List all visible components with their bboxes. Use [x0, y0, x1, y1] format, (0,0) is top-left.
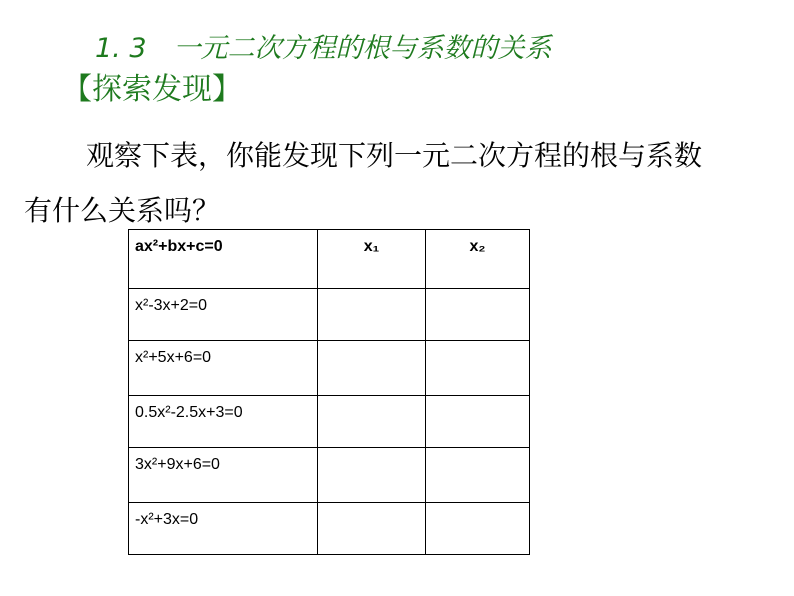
x2-cell[interactable] [426, 503, 530, 555]
x2-cell[interactable] [426, 341, 530, 396]
table-header-row [129, 230, 530, 289]
x1-cell[interactable] [318, 503, 426, 555]
header-x2: x₂ [426, 230, 530, 289]
table-row [129, 448, 530, 503]
x2-cell[interactable] [426, 289, 530, 341]
x1-cell[interactable] [318, 396, 426, 448]
question-line-2: 有什么关系吗？ [24, 194, 221, 227]
x1-cell[interactable] [318, 341, 426, 396]
equation-cell: x²-3x+2=0 [129, 289, 318, 341]
equation-cell: 3x²+9x+6=0 [129, 448, 318, 503]
equation-cell: 0.5x²-2.5x+3=0 [129, 396, 318, 448]
question-line-1: 观察下表，你能发现下列一元二次方程的根与系数 [86, 139, 703, 172]
header-equation: ax²+bx+c=0 [129, 230, 318, 289]
x1-cell[interactable] [318, 289, 426, 341]
question-paragraph [24, 128, 784, 238]
equation-cell: -x²+3x=0 [129, 503, 318, 555]
x2-cell[interactable] [426, 448, 530, 503]
lesson-title: 1. 3 一元二次方程的根与系数的关系 [95, 33, 552, 64]
header-x1: x₁ [318, 230, 426, 289]
table-row [129, 396, 530, 448]
roots-table [128, 229, 530, 555]
table-row [129, 341, 530, 396]
section-label: 【探索发现】 [62, 72, 242, 107]
x1-cell[interactable] [318, 448, 426, 503]
equation-cell: x²+5x+6=0 [129, 341, 318, 396]
table-row [129, 289, 530, 341]
x2-cell[interactable] [426, 396, 530, 448]
table-row [129, 503, 530, 555]
